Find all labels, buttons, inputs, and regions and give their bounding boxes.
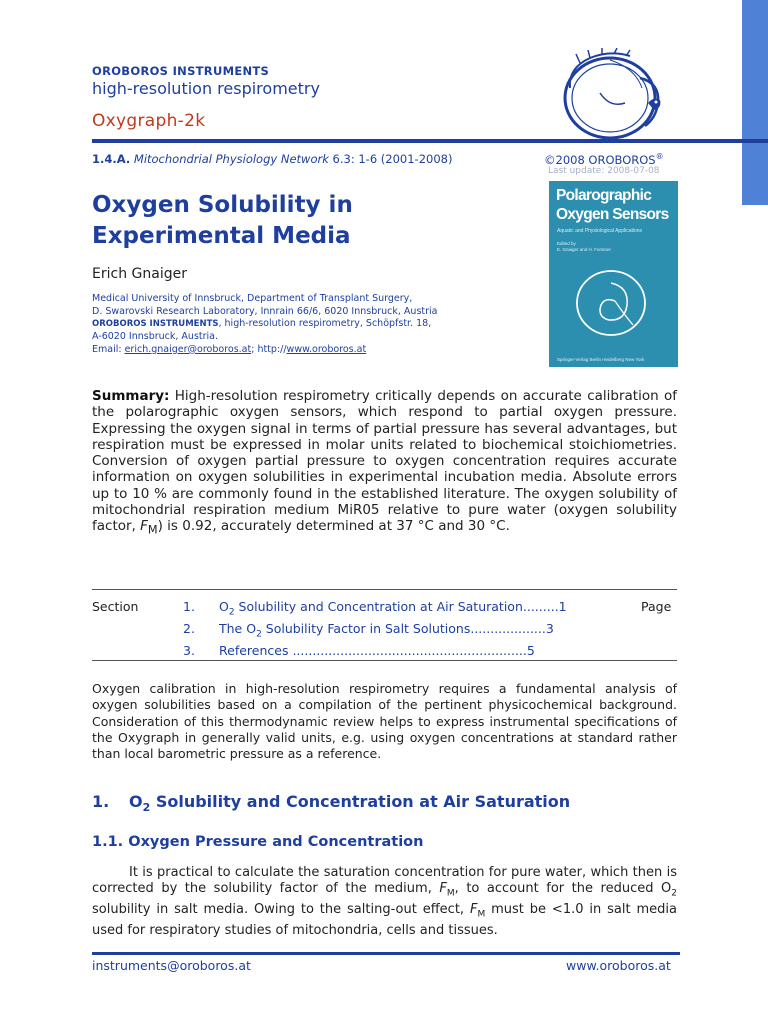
cover-publisher: Springer-Verlag Berlin Heidelberg New York bbox=[557, 357, 645, 362]
p1-o2-subscript: 2 bbox=[671, 888, 678, 899]
author: Erich Gnaiger bbox=[92, 266, 187, 282]
p1-fm-subscript: M bbox=[446, 888, 455, 899]
cover-emblem-icon bbox=[571, 265, 651, 340]
toc-item-page: 3 bbox=[545, 621, 554, 636]
toc-leader: ......... bbox=[522, 599, 559, 614]
article-title bbox=[92, 190, 512, 252]
summary-label: Summary: bbox=[92, 388, 170, 404]
product-name: Oxygraph-2k bbox=[92, 111, 206, 131]
intro-paragraph: Oxygen calibration in high-resolution respirometry requires a fundamental analysis of oxygen solubilities based on a compilation of the pertinent physicochemical background. Consideration of this thermodynamic review helps to express instrumental specifications of the Oxygraph in generally valid units, e.g. using oxygen concentrations at standard rather than local barometric pressure as a reference. bbox=[92, 681, 677, 762]
section-1-heading bbox=[92, 792, 570, 814]
toc-item[interactable] bbox=[183, 643, 621, 665]
registered-mark: ® bbox=[655, 152, 664, 161]
affiliation-line-4: A-6020 Innsbruck, Austria. bbox=[92, 331, 219, 343]
toc-title-sub: 2 bbox=[228, 607, 235, 618]
p1-text-d: must be <1.0 in salt media used for respiratory studies of mitochondria, cells and tissues. bbox=[92, 902, 677, 939]
footer-email-link[interactable]: instruments@oroboros.at bbox=[92, 958, 251, 973]
toc-item-title bbox=[219, 621, 621, 643]
toc-section-label: Section bbox=[92, 599, 139, 614]
toc-title-pre: O bbox=[219, 599, 229, 614]
section-1-title-pre: O bbox=[129, 792, 143, 811]
book-cover bbox=[549, 181, 678, 367]
toc-top-rule bbox=[92, 589, 677, 590]
affiliation-line-3 bbox=[92, 318, 532, 331]
cover-editor-names: E. Gnaiger and H. Forstner bbox=[557, 247, 612, 252]
p1-fm-symbol: F bbox=[439, 881, 447, 897]
summary-text-2: ) is 0.92, accurately determined at 37 °C and 30 °C. bbox=[157, 518, 510, 535]
company-tagline: high-resolution respirometry bbox=[92, 79, 320, 98]
title-line-1: Oxygen Solubility in bbox=[92, 192, 353, 218]
toc-title-sub: 2 bbox=[256, 629, 262, 640]
section-1-1-paragraph bbox=[92, 865, 677, 939]
toc-title-pre: The O bbox=[219, 621, 257, 636]
p1-fm-subscript-2: M bbox=[477, 909, 486, 920]
section-1-title-post: Solubility and Concentration at Air Saturation bbox=[150, 792, 571, 811]
cover-edited-by: Edited by bbox=[557, 241, 576, 246]
contact-line bbox=[92, 344, 532, 357]
section-1-title-sub: 2 bbox=[142, 801, 151, 815]
cover-editors bbox=[557, 241, 611, 253]
toc-bottom-rule bbox=[92, 660, 677, 661]
toc-item-title bbox=[219, 643, 621, 665]
toc-page-label: Page bbox=[641, 599, 672, 614]
p1-text-c: solubility in salt media. Owing to the salting-out effect, bbox=[92, 902, 470, 918]
toc-leader: ................... bbox=[470, 621, 546, 636]
toc-item-page: 5 bbox=[526, 643, 535, 658]
toc-item-page: 1 bbox=[558, 599, 567, 614]
copyright-text: ©2008 OROBOROS bbox=[544, 152, 656, 167]
table-of-contents bbox=[183, 599, 621, 665]
toc-item-number: 1. bbox=[183, 599, 195, 614]
web-link[interactable]: www.oroboros.at bbox=[286, 343, 367, 355]
citation bbox=[92, 152, 452, 166]
citation-journal: Mitochondrial Physiology Network bbox=[133, 152, 329, 166]
toc-item-number: 3. bbox=[183, 643, 195, 658]
subsection-1-1-heading: 1.1. Oxygen Pressure and Concentration bbox=[92, 834, 424, 850]
summary-paragraph bbox=[92, 388, 677, 539]
summary-fm-subscript: M bbox=[147, 524, 158, 538]
toc-item-number: 2. bbox=[183, 621, 195, 636]
side-tab bbox=[742, 0, 768, 205]
cover-title-line-1: Polarographic bbox=[556, 187, 652, 204]
title-line-2: Experimental Media bbox=[92, 223, 351, 249]
summary-text-1: High-resolution respirometry critically depends on accurate calibration of the polarographic oxygen sensors, which respond to partial oxygen pressure. Expressing the oxygen signal in terms of partial pressure has several advantages, but respiration must be expressed in molar units related to biochemical stoichiometries. Conversion of oxygen partial pressure to oxygen concentration requires accurate information on oxygen solubilities in experimental incubation media. Absolute errors up to 10 % are commonly found in the established literature. The oxygen solubility of mitochondrial respiration medium MiR05 relative to pure water (oxygen solubility factor, bbox=[92, 388, 677, 535]
p1-text-a: It is practical to calculate the saturation concentration for pure water, which then is corrected by the solubility factor of the medium, bbox=[92, 865, 677, 897]
affiliation bbox=[92, 293, 532, 357]
affiliation-org: OROBOROS INSTRUMENTS bbox=[92, 319, 219, 330]
company-name: OROBOROS INSTRUMENTS bbox=[92, 64, 270, 78]
footer-web-link[interactable]: www.oroboros.at bbox=[566, 958, 671, 973]
toc-title-post: Solubility Factor in Salt Solutions bbox=[261, 621, 471, 636]
header-rule bbox=[92, 139, 768, 143]
copyright bbox=[544, 152, 664, 167]
toc-item[interactable] bbox=[183, 599, 621, 621]
toc-item[interactable] bbox=[183, 621, 621, 643]
toc-title-pre: References bbox=[219, 643, 289, 658]
summary-fm-symbol: F bbox=[140, 518, 148, 535]
web-label: ; http:// bbox=[251, 343, 287, 355]
citation-code: 1.4.A. bbox=[92, 152, 131, 166]
oroboros-logo bbox=[550, 48, 680, 143]
affiliation-line-2: D. Swarovski Research Laboratory, Innrain 66/6, 6020 Innsbruck, Austria bbox=[92, 305, 438, 317]
footer-rule bbox=[92, 952, 680, 955]
cover-title bbox=[556, 186, 669, 224]
email-label: Email: bbox=[92, 343, 125, 355]
section-1-number: 1. bbox=[92, 792, 110, 811]
last-update: Last update: 2008-07-08 bbox=[548, 166, 660, 176]
p1-fm-symbol-2: F bbox=[469, 902, 478, 918]
toc-title-post: Solubility and Concentration at Air Saturation bbox=[234, 599, 523, 614]
citation-ref: 6.3: 1-6 (2001-2008) bbox=[332, 152, 453, 166]
toc-item-title bbox=[219, 599, 621, 621]
email-link[interactable]: erich.gnaiger@oroboros.at bbox=[124, 343, 252, 355]
cover-subtitle: Aquatic and Physiological Applications bbox=[557, 228, 643, 234]
p1-text-b: , to account for the reduced O bbox=[454, 881, 672, 897]
affiliation-line-1: Medical University of Innsbruck, Department of Transplant Surgery, bbox=[92, 293, 413, 304]
toc-leader: ........................................................... bbox=[292, 643, 527, 658]
affiliation-line-3-rest: , high-resolution respirometry, Schöpfstr. 18, bbox=[218, 318, 432, 330]
cover-title-line-2: Oxygen Sensors bbox=[556, 206, 669, 223]
